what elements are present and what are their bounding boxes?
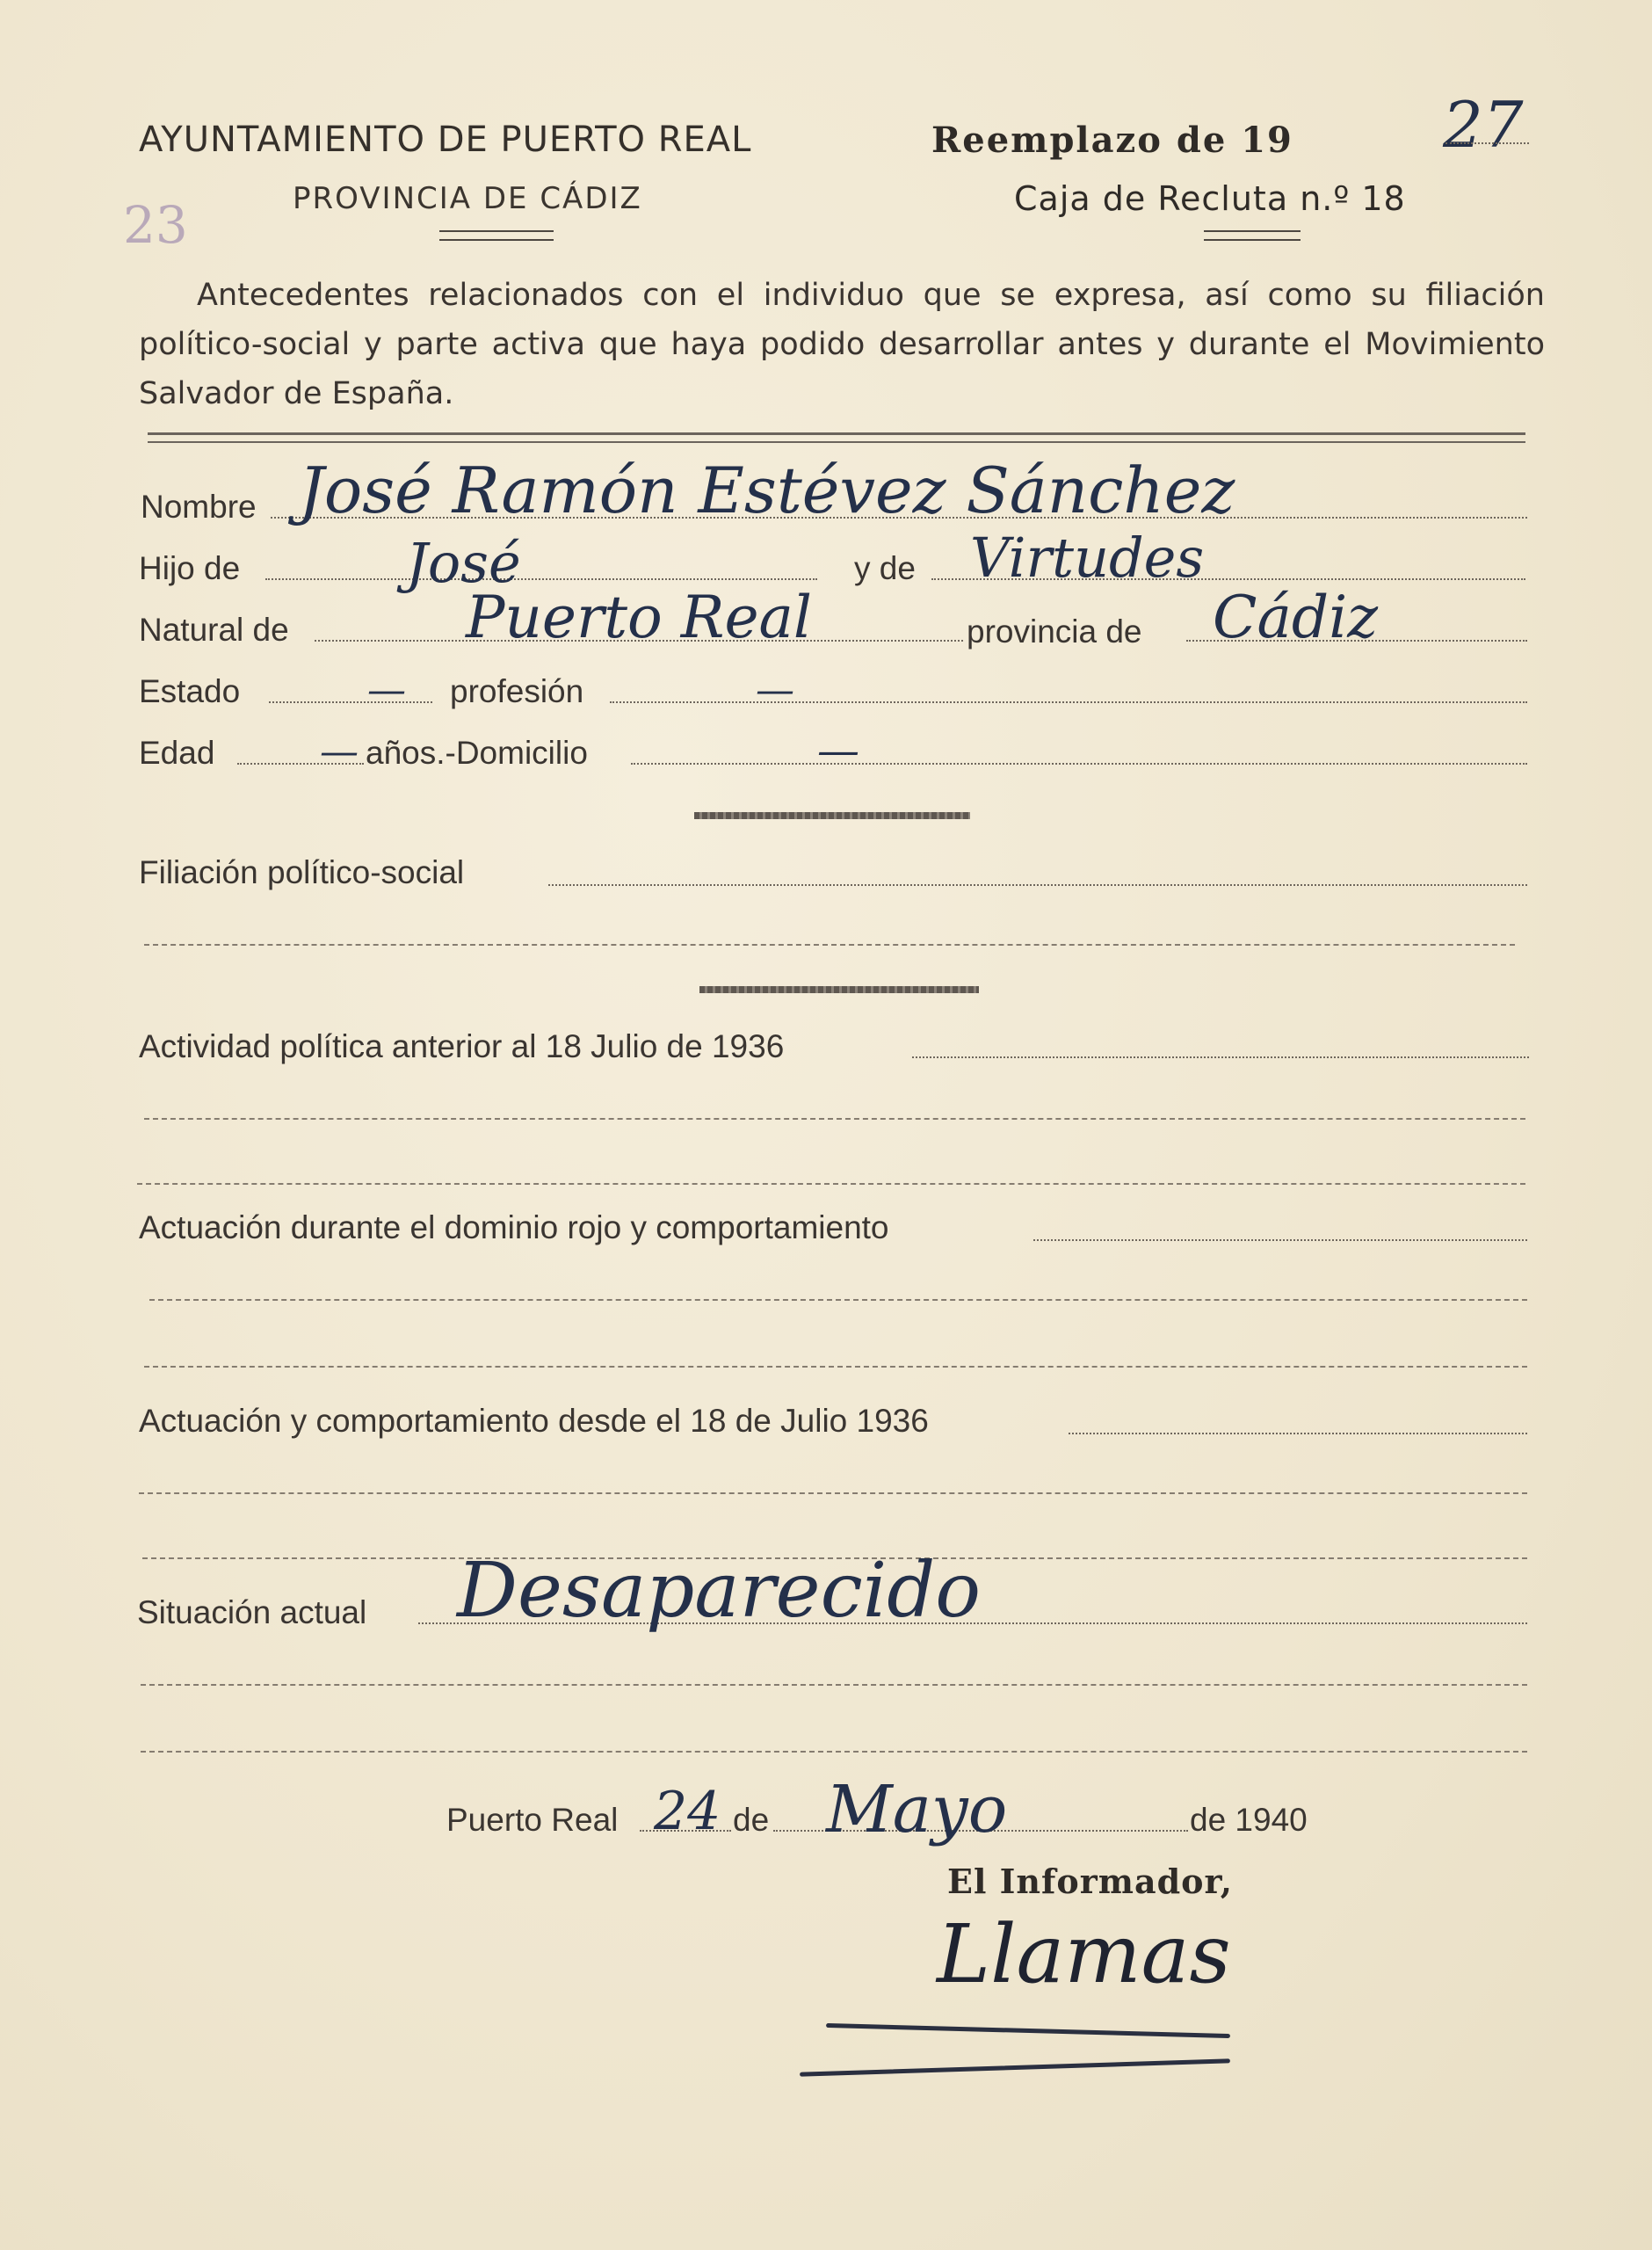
anos-domicilio-label: años.-Domicilio <box>366 735 588 771</box>
y-de-value-handwritten: Virtudes <box>970 526 1205 590</box>
situacion-blank-line-1 <box>141 1684 1527 1686</box>
y-de-label: y de <box>854 550 916 586</box>
informador-signature: Llamas <box>937 1907 1231 2001</box>
section-divider-bar-2 <box>699 986 979 993</box>
natural-de-value-handwritten: Puerto Real <box>466 584 812 651</box>
actividad-blank-line-2 <box>137 1183 1525 1185</box>
profesion-label: profesión <box>450 673 584 709</box>
nombre-value-handwritten: José Ramón Estévez Sánchez <box>299 454 1235 527</box>
edad-label: Edad <box>139 735 215 771</box>
separator-rule-bottom <box>148 441 1525 443</box>
natural-de-label: Natural de <box>139 612 289 648</box>
footer-month-handwritten: Mayo <box>826 1772 1008 1847</box>
section-divider-bar <box>694 812 970 819</box>
actuacion-rojo-label: Actuación durante el dominio rojo y comportamiento <box>139 1209 889 1245</box>
caja-recluta: Caja de Recluta n.º 18 <box>1014 179 1406 218</box>
actividad-label: Actividad política anterior al 18 Julio de 1936 <box>139 1028 785 1064</box>
edad-value-handwritten: — <box>320 729 359 774</box>
footer-day-handwritten: 24 <box>654 1781 721 1842</box>
reemplazo-year-handwritten: 27 <box>1443 88 1524 162</box>
domicilio-value-handwritten: — <box>817 726 859 775</box>
domicilio-dotted-line <box>631 763 1527 765</box>
actuacion-desde-label: Actuación y comportamiento desde el 18 de Julio 1936 <box>139 1403 929 1439</box>
filiacion-blank-line <box>144 944 1515 946</box>
intro-paragraph: Antecedentes relacionados con el individuo que se expresa, así como su filiación político-social y parte activa que haya podido desarrollar antes y durante el Movimiento Salvador de España. <box>139 278 1545 411</box>
separator-rule-top <box>148 432 1525 435</box>
provincia-de-label: provincia de <box>967 613 1142 650</box>
margin-pencil-number: 23 <box>123 195 188 255</box>
signature-flourish-2 <box>800 2058 1230 2076</box>
reemplazo-dotted-line <box>1446 142 1529 144</box>
profesion-value-handwritten: — <box>756 668 794 713</box>
hijo-de-value-handwritten: José <box>406 531 521 595</box>
filiacion-dotted-line <box>548 884 1527 886</box>
footer-year: de 1940 <box>1190 1802 1308 1838</box>
actuacion-desde-dotted-line <box>1069 1433 1527 1434</box>
hijo-de-label: Hijo de <box>139 550 241 586</box>
estado-value-handwritten: — <box>367 668 406 713</box>
province-heading: PROVINCIA DE CÁDIZ <box>293 181 642 216</box>
nombre-label: Nombre <box>141 489 257 525</box>
municipality-heading: AYUNTAMIENTO DE PUERTO REAL <box>139 120 752 160</box>
informador-label: El Informador, <box>947 1862 1233 1901</box>
estado-dotted-line <box>269 701 432 703</box>
profesion-dotted-line <box>610 701 1527 703</box>
actuacion-rojo-blank-line-2 <box>144 1366 1527 1368</box>
situacion-blank-line-2 <box>141 1751 1527 1753</box>
actividad-dotted-line <box>912 1056 1529 1058</box>
actuacion-rojo-dotted-line <box>1033 1239 1527 1241</box>
provincia-de-value-handwritten: Cádiz <box>1213 584 1378 651</box>
footer-place: Puerto Real <box>446 1802 619 1838</box>
situacion-value-handwritten: Desaparecido <box>457 1547 982 1635</box>
actuacion-rojo-blank-line-1 <box>149 1299 1527 1301</box>
footer-de-label: de <box>733 1802 770 1838</box>
caja-underline <box>1204 230 1301 241</box>
actividad-blank-line-1 <box>144 1118 1525 1120</box>
filiacion-label: Filiación político-social <box>139 854 465 890</box>
province-underline <box>439 230 554 241</box>
actuacion-desde-blank-line-1 <box>139 1492 1527 1494</box>
estado-label: Estado <box>139 673 241 709</box>
hijo-de-dotted-line <box>265 578 817 580</box>
situacion-actual-label: Situación actual <box>137 1594 367 1630</box>
signature-flourish-1 <box>826 2023 1230 2038</box>
reemplazo-label: Reemplazo de 19 <box>931 120 1293 161</box>
